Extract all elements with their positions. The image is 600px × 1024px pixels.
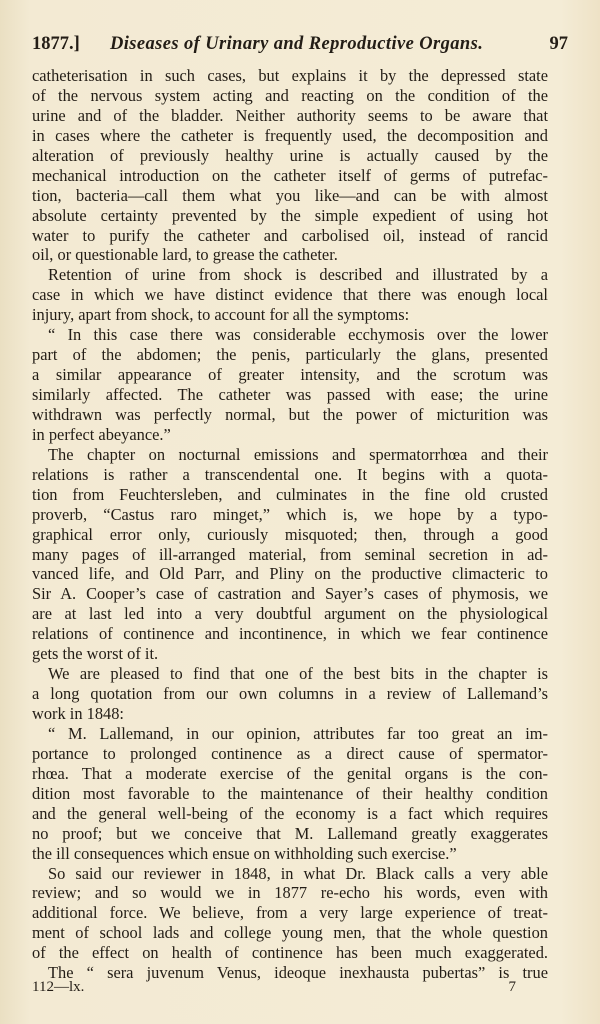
signature-number: 7: [508, 979, 516, 995]
text-line: The “ sera juvenum Venus, ideoque inexhausta pubertas” is true: [48, 963, 548, 983]
text-line: additional force. We believe, from a very large experience of treat-: [32, 903, 548, 923]
text-line: injury, apart from shock, to account for all the symptoms:: [32, 305, 410, 325]
text-line: The chapter on nocturnal emissions and spermatorrhœa and their: [48, 444, 548, 464]
text-line: oil, or questionable lard, to grease the catheter.: [32, 245, 338, 265]
text-line: work in 1848:: [32, 704, 124, 723]
quote-line: portance to prolonged continence as a direct cause of spermator-: [32, 743, 548, 763]
quote-line: part of the abdomen; the penis, particularly the glans, presented: [32, 345, 548, 365]
text-line: vanced life, and Old Parr, and Pliny on the productive climacteric to: [32, 564, 548, 584]
page-footer: [32, 976, 568, 998]
text-line: relations is rather a transcendental one. It begins with a quota-: [32, 464, 548, 484]
text-line: Sir A. Cooper’s case of castration and Sayer’s cases of phymosis, we: [32, 584, 548, 604]
text-line: in cases where the catheter is frequently used, the decomposition and: [32, 125, 548, 145]
text-line: tion from Feuchtersleben, and culminates in the fine old crusted: [32, 484, 548, 504]
text-line: of the effect on health of continence has been much exaggerated.: [32, 943, 548, 963]
quote-line: rhœa. That a moderate exercise of the genital organs is the con-: [32, 763, 548, 783]
body-text: [32, 66, 548, 983]
quote-line: withdrawn was perfectly normal, but the power of micturition was: [32, 404, 548, 424]
quote-line: dition most favorable to the maintenance of their healthy condition: [32, 783, 548, 803]
text-line: of the nervous system acting and reacting on the condition of the: [32, 85, 548, 105]
text-line: ment of school lads and college young men, that the whole question: [32, 923, 548, 943]
text-line: catheterisation in such cases, but explains it by the depressed state: [32, 66, 548, 85]
quote-line: “ M. Lallemand, in our opinion, attributes far too great an im-: [48, 723, 548, 743]
quote-line: “ In this case there was considerable ecchymosis over the lower: [48, 325, 548, 345]
signature-mark: 112—lx.: [32, 979, 85, 995]
quote-line: no proof; but we conceive that M. Lallemand greatly exaggerates: [32, 823, 548, 843]
text-line: are at last led into a very doubtful argument on the physiological: [32, 604, 548, 624]
text-line: graphical error only, curiously misquoted; then, through a good: [32, 524, 548, 544]
text-line: alteration of previously healthy urine is actually caused by the: [32, 145, 548, 165]
quote-line: similarly affected. The catheter was passed with ease; the urine: [32, 385, 548, 404]
text-line: We are pleased to find that one of the best bits in the chapter is: [48, 664, 548, 684]
text-line: proverb, “Castus raro minget,” which is, we hope by a typo-: [32, 504, 548, 524]
text-line: Retention of urine from shock is described and illustrated by a: [48, 265, 548, 285]
text-line: tion, bacteria—call them what you like—and can be with almost: [32, 185, 548, 205]
text-line: water to purify the catheter and carbolised oil, instead of rancid: [32, 225, 548, 245]
text-line: gets the worst of it.: [32, 644, 159, 664]
text-line: many pages of ill-arranged material, from seminal secretion in ad-: [32, 544, 548, 564]
text-line: So said our reviewer in 1848, in what Dr. Black calls a very able: [48, 863, 548, 883]
header-title: Diseases of Urinary and Reproductive Organs.: [110, 34, 484, 54]
text-line: relations of continence and incontinence, in which we fear continence: [32, 624, 548, 644]
text-line: mechanical introduction on the catheter itself of germs of putrefac-: [32, 165, 548, 185]
text-line: absolute certainty prevented by the simple expedient of using hot: [32, 205, 548, 225]
text-line: urine and of the bladder. Neither authority seems to be aware that: [32, 105, 548, 125]
header-year: 1877.]: [32, 34, 80, 54]
text-line: review; and so would we in 1877 re-echo his words, even with: [32, 883, 548, 903]
quote-line: the ill consequences which ensue on withholding such exercise.”: [32, 843, 457, 863]
page-number: 97: [549, 34, 568, 54]
running-header: [32, 30, 568, 58]
text-line: case in which we have distinct evidence that there was enough local: [32, 285, 548, 305]
quote-line: and the general well-being of the economy is a fact which requires: [32, 803, 548, 823]
quote-line: in perfect abeyance.”: [32, 424, 171, 444]
quote-line: a similar appearance of greater intensity, and the scrotum was: [32, 365, 548, 385]
text-line: a long quotation from our own columns in a review of Lallemand’s: [32, 684, 548, 704]
